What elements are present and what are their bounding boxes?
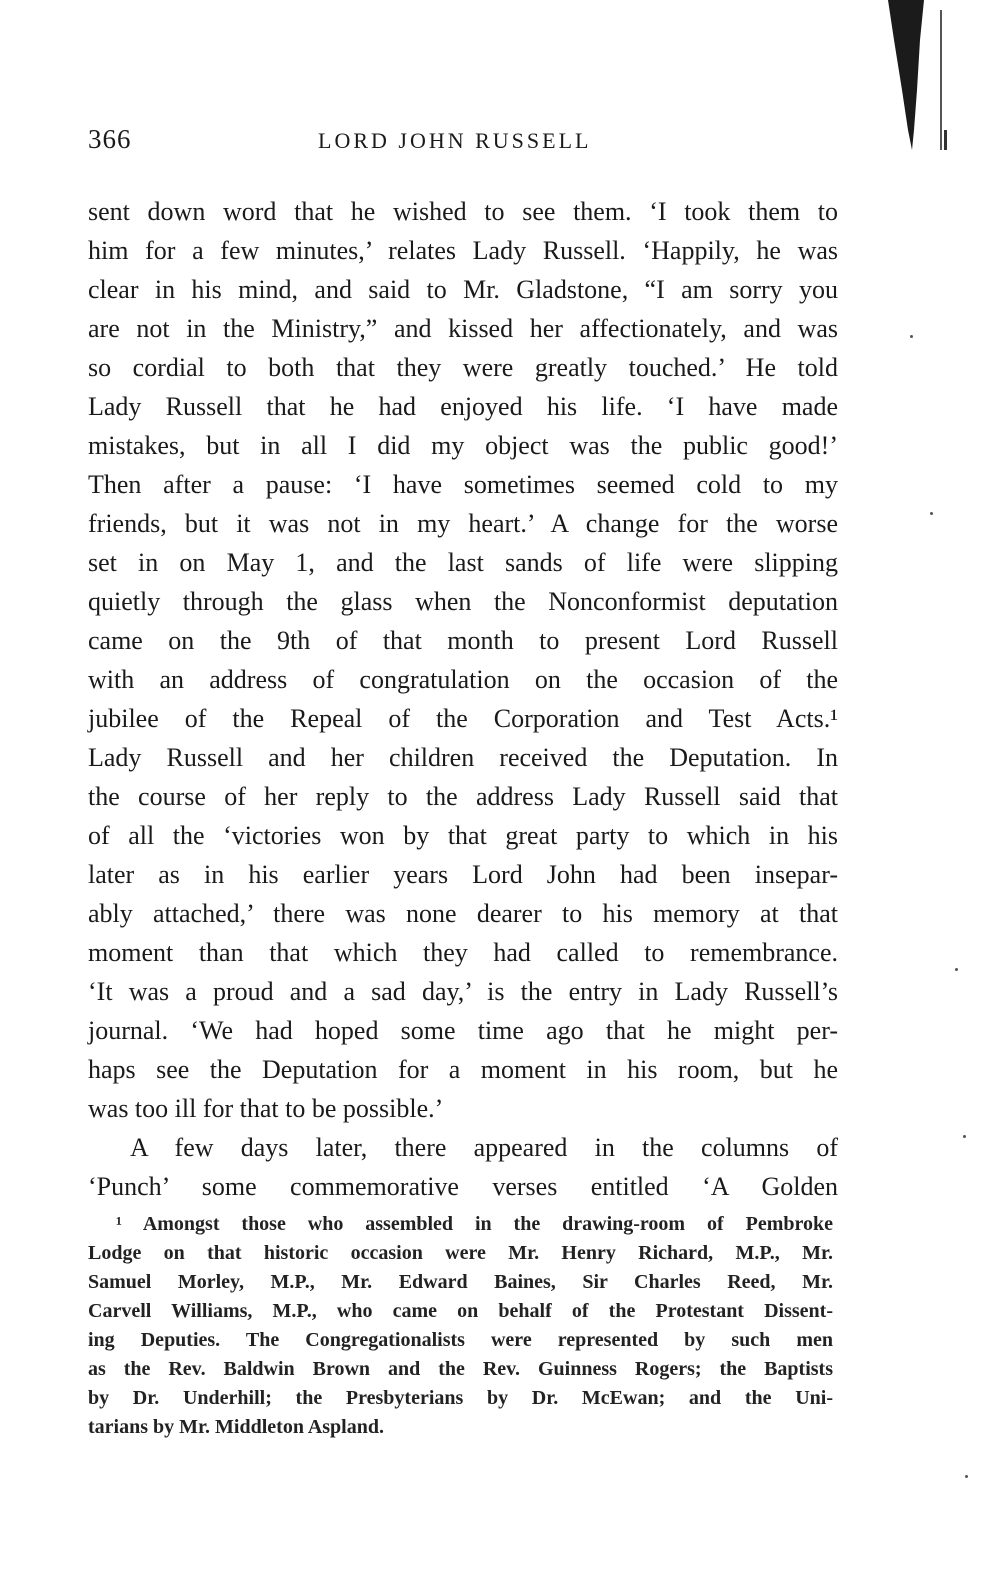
footnote-line: as the Rev. Baldwin Brown and the Rev. Guinness Rogers; the Baptists xyxy=(88,1358,833,1380)
text-line: the course of her reply to the address Lady Russell said that xyxy=(88,782,838,811)
text-line: of all the ‘victories won by that great party to which in his xyxy=(88,821,838,850)
footnote-line: by Dr. Underhill; the Presbyterians by Dr. McEwan; and the Uni- xyxy=(88,1387,833,1409)
text-line: was too ill for that to be possible.’ xyxy=(88,1094,444,1123)
text-line: Lady Russell and her children received the Deputation. In xyxy=(88,743,838,772)
text-line: journal. ‘We had hoped some time ago that he might per- xyxy=(88,1016,838,1045)
text-line: friends, but it was not in my heart.’ A change for the worse xyxy=(88,509,838,538)
text-line: haps see the Deputation for a moment in his room, but he xyxy=(88,1055,838,1084)
text-line: jubilee of the Repeal of the Corporation and Test Acts.¹ xyxy=(88,704,838,733)
text-line: Lady Russell that he had enjoyed his life. ‘I have made xyxy=(88,392,838,421)
scan-speck xyxy=(910,335,913,338)
footnote-line: tarians by Mr. Middleton Aspland. xyxy=(88,1416,384,1438)
footnote-line: ¹ Amongst those who assembled in the drawing-room of Pembroke xyxy=(116,1213,833,1235)
scan-speck xyxy=(955,968,958,971)
binding-edge-decoration xyxy=(884,0,954,170)
text-line: ‘It was a proud and a sad day,’ is the entry in Lady Russell’s xyxy=(88,977,838,1006)
text-line: A few days later, there appeared in the columns of xyxy=(130,1133,838,1162)
main-text xyxy=(88,192,838,1206)
text-line: with an address of congratulation on the occasion of the xyxy=(88,665,838,694)
footnote xyxy=(88,1210,833,1442)
footnote-line: ing Deputies. The Congregationalists were represented by such men xyxy=(88,1329,833,1351)
text-line: ‘Punch’ some commemorative verses entitled ‘A Golden xyxy=(88,1172,838,1201)
footnote-line: Carvell Williams, M.P., who came on behalf of the Protestant Dissent- xyxy=(88,1300,833,1322)
running-title: LORD JOHN RUSSELL xyxy=(318,128,592,153)
scan-speck xyxy=(965,1475,968,1478)
text-line: so cordial to both that they were greatly touched.’ He told xyxy=(88,353,838,382)
text-line: mistakes, but in all I did my object was the public good!’ xyxy=(88,431,838,460)
text-line: sent down word that he wished to see them. ‘I took them to xyxy=(88,197,838,226)
text-line: later as in his earlier years Lord John had been insepar- xyxy=(88,860,838,889)
text-line: moment than that which they had called to remembrance. xyxy=(88,938,838,967)
text-line: ably attached,’ there was none dearer to his memory at that xyxy=(88,899,838,928)
text-line: Then after a pause: ‘I have sometimes seemed cold to my xyxy=(88,470,838,499)
text-line: him for a few minutes,’ relates Lady Russell. ‘Happily, he was xyxy=(88,236,838,265)
scan-speck xyxy=(930,512,933,515)
scan-speck xyxy=(963,1135,966,1138)
footnote-line: Samuel Morley, M.P., Mr. Edward Baines, Sir Charles Reed, Mr. xyxy=(88,1271,833,1293)
text-line: clear in his mind, and said to Mr. Gladstone, “I am sorry you xyxy=(88,275,838,304)
text-line: came on the 9th of that month to present Lord Russell xyxy=(88,626,838,655)
text-line: are not in the Ministry,” and kissed her affectionately, and was xyxy=(88,314,838,343)
footnote-line: Lodge on that historic occasion were Mr. Henry Richard, M.P., Mr. xyxy=(88,1242,833,1264)
text-line: set in on May 1, and the last sands of life were slipping xyxy=(88,548,838,577)
text-line: quietly through the glass when the Nonconformist deputation xyxy=(88,587,838,616)
page-number: 366 xyxy=(88,124,132,154)
